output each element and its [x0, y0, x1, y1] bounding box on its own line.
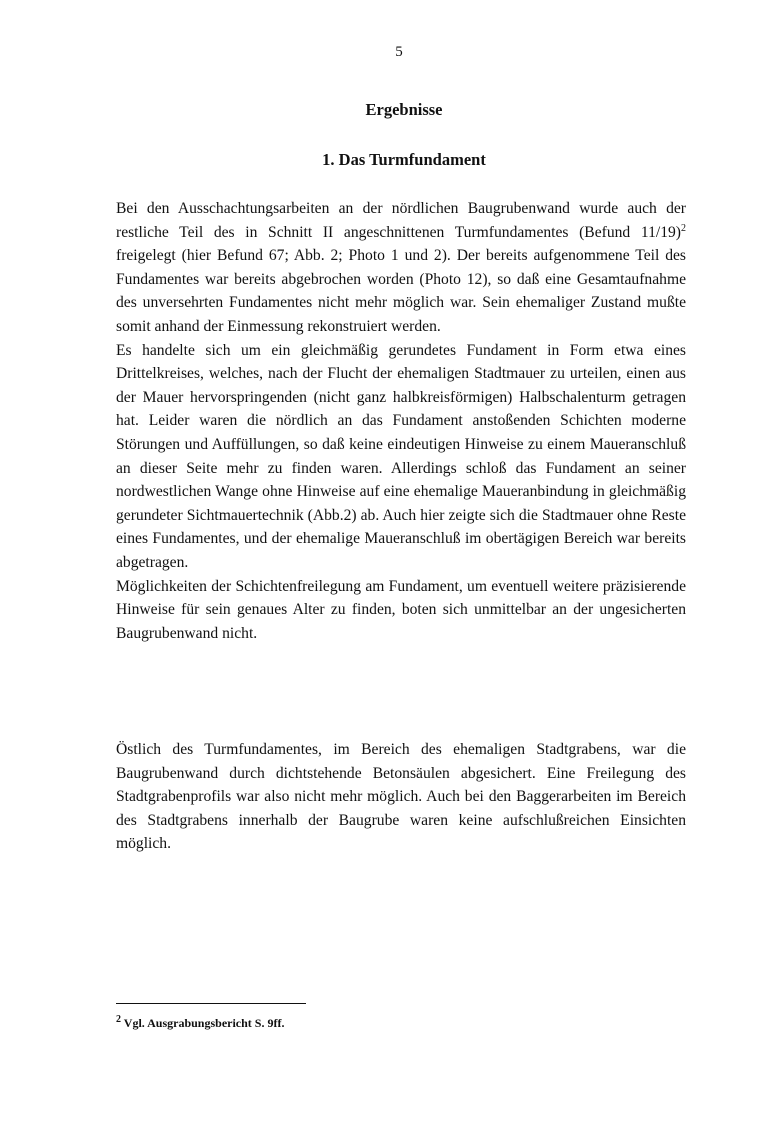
- paragraph-3: Möglichkeiten der Schichtenfreilegung am Fundament, um eventuell weitere präzisierende Hinweise für sein genaues Alter zu finden, boten sich unmittelbar an der ungesicherten Baugrubenwand nicht.: [116, 577, 686, 642]
- page-number: 5: [395, 44, 403, 60]
- paragraph-1-part-1: Bei den Ausschachtungsarbeiten an der nördlichen Baugrubenwand wurde auch der restliche Teil des in Schnitt II angeschnittenen Turmfundamentes (Befund 11/19): [116, 200, 686, 241]
- subsection-heading: 1. Das Turmfundament: [322, 150, 486, 169]
- section-heading: Ergebnisse: [365, 100, 443, 119]
- paragraph-4: Östlich des Turmfundamentes, im Bereich des ehemaligen Stadtgrabens, war die Baugrubenwand durch dichtstehende Betonsäulen abgesichert. Eine Freilegung des Stadtgrabenprofils war also nicht mehr möglich. Auch bei den Baggerarbeiten im Bereich des Stadtgrabens innerhalb der Baugrube waren keine aufschlußreichen Einsichten möglich.: [116, 741, 686, 853]
- paragraph-1-part-2: freigelegt (hier Befund 67; Abb. 2; Photo 1 und 2). Der bereits aufgenommene Teil des Fundamentes war bereits abgebrochen worden (Photo 12), so daß eine Gesamtaufnahme des unversehrten Fundamentes nicht mehr möglich war. Sein ehemaliger Zustand mußte somit anhand der Einmessung rekonstruiert werden.: [116, 247, 686, 335]
- footnote-reference: 2: [681, 222, 686, 234]
- paragraph-1: [116, 197, 686, 339]
- body-text-block-2: [116, 738, 686, 856]
- footnote-separator: [116, 1003, 306, 1004]
- footnote: [116, 1016, 284, 1031]
- footnote-text: Vgl. Ausgrabungsbericht S. 9ff.: [121, 1016, 285, 1030]
- body-text-block: [116, 197, 686, 645]
- paragraph-2: Es handelte sich um ein gleichmäßig gerundetes Fundament in Form etwa eines Drittelkreises, welches, nach der Flucht der ehemaligen Stadtmauer zu urteilen, einen aus der Mauer hervorspringenden (nicht ganz halbkreisförmigen) Halbschalenturm getragen hat. Leider waren die nördlich an das Fundament anstoßenden Schichten moderne Störungen und Auffüllungen, so daß keine eindeutigen Hinweise zu einem Maueranschluß an dieser Seite mehr zu finden waren. Allerdings schloß das Fundament an seiner nordwestlichen Wange ohne Hinweise auf eine ehemalige Maueranbindung in gleichmäßig gerundeter Sichtmauertechnik (Abb.2) ab. Auch hier zeigte sich die Stadtmauer ohne Reste eines Fundamentes, und der ehemalige Maueranschluß im obertägigen Bereich war bereits abgetragen.: [116, 341, 686, 571]
- footnote-marker: 2: [116, 1014, 121, 1025]
